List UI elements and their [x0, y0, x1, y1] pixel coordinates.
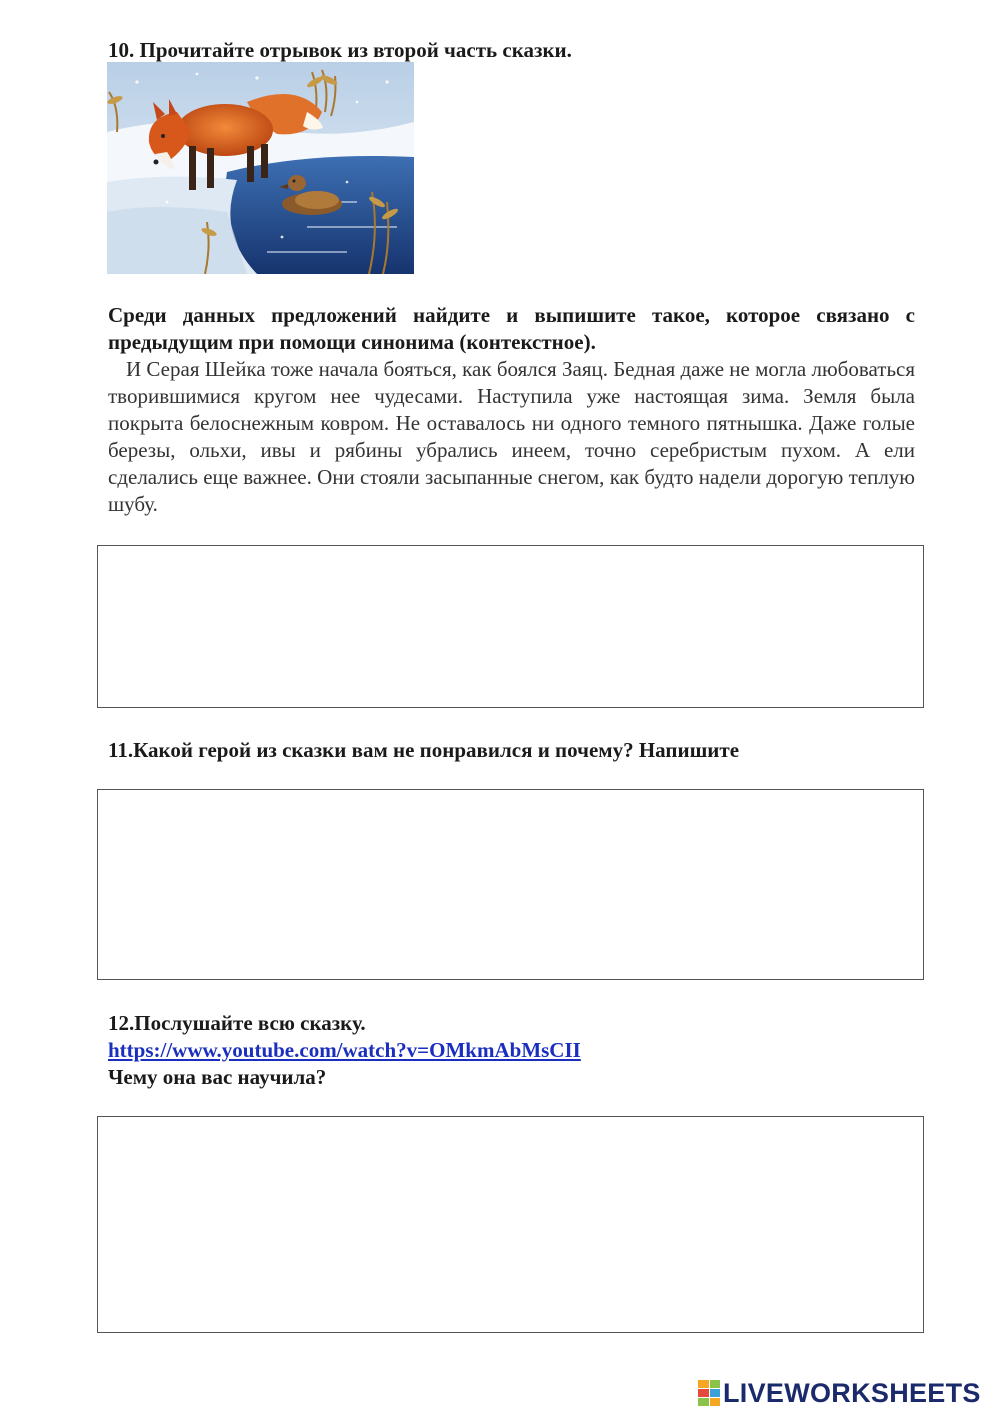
q10-answer-box[interactable] [97, 545, 924, 708]
q12-title: 12.Послушайте всю сказку. [108, 1011, 366, 1035]
q10-title: 10. Прочитайте отрывок из второй часть сказки. [108, 38, 572, 62]
q11-answer-box[interactable] [97, 789, 924, 980]
q12-answer-box[interactable] [97, 1116, 924, 1333]
liveworksheets-logo-icon [698, 1380, 720, 1406]
q10-passage: И Серая Шейка тоже начала бояться, как боялся Заяц. Бедная даже не могла любоваться творившимися кругом нее чудесами. Наступила уже настоящая зима. Земля была покрыта белоснежным ковром. Не оставалось ни одного темного пятнышка. Даже голые березы, ольхи, ивы и рябины убрались инеем, точно серебристым пухом. А ели сделались еще важнее. Они стояли засыпанные снегом, как будто надели дорогую теплую шубу. [108, 357, 915, 516]
liveworksheets-logo [698, 1378, 981, 1408]
q10-instruction: Среди данных предложений найдите и выпишите такое, которое связано с предыдущим при помощи синонима (контекстное). [108, 303, 915, 354]
liveworksheets-logo-text: LIVEWORKSHEETS [723, 1377, 981, 1408]
q12-question: Чему она вас научила? [108, 1065, 327, 1089]
fox-and-duck-illustration [107, 62, 414, 274]
q11-title: 11.Какой герой из сказки вам не понравился и почему? Напишите [108, 738, 740, 762]
youtube-link[interactable]: https://www.youtube.com/watch?v=OMkmAbMsCII [108, 1038, 581, 1062]
